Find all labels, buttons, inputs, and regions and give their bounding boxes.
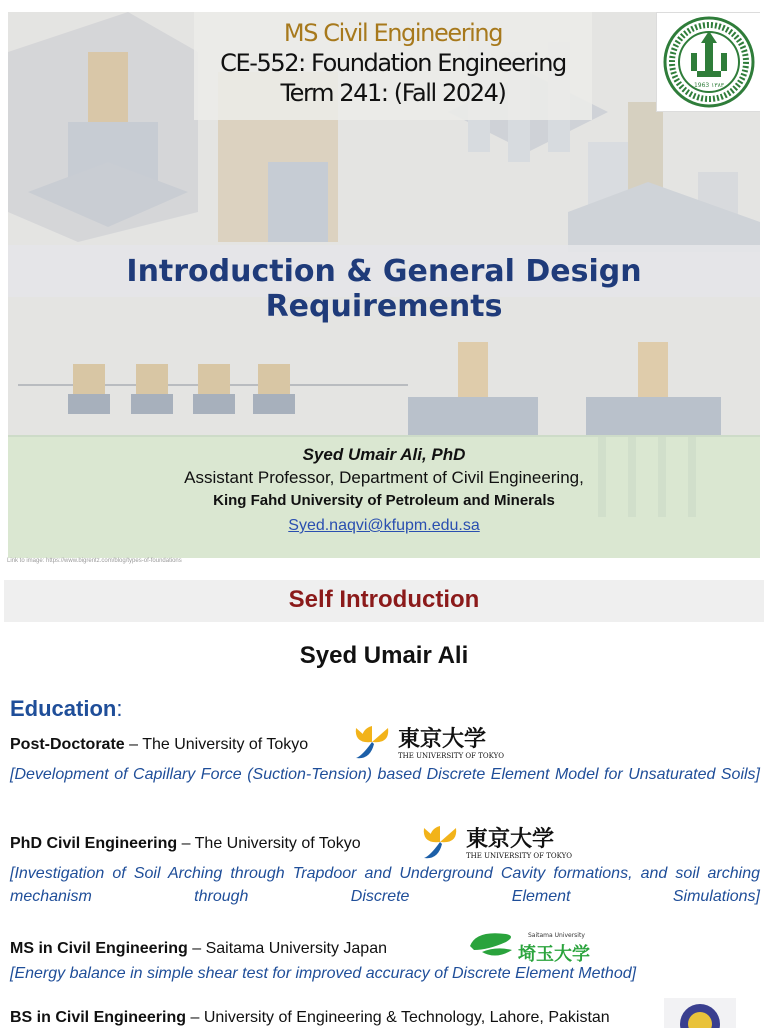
education-item-bs bbox=[10, 1009, 610, 1027]
ginkgo-leaf-icon bbox=[424, 826, 456, 858]
institution-label: – The University of Tokyo bbox=[177, 835, 361, 852]
education-description: [Investigation of Soil Arching through Trapdoor and Underground Cavity formations, and soil arching mechanism through Discrete Element Simulations] bbox=[10, 865, 760, 905]
utokyo-logo bbox=[420, 822, 572, 867]
education-item-postdoc bbox=[10, 736, 308, 754]
course-name: CE-552: Foundation Engineering bbox=[220, 49, 566, 77]
author-block bbox=[8, 435, 760, 558]
kfupm-seal-icon bbox=[657, 13, 760, 111]
svg-text:東京大学: 東京大学 bbox=[466, 826, 555, 852]
education-item-phd bbox=[10, 835, 361, 853]
education-item-ms bbox=[10, 940, 387, 958]
term-label: Term 241: (Fall 2024) bbox=[280, 79, 506, 107]
self-introduction-slide bbox=[0, 566, 768, 1024]
institution-label: – The University of Tokyo bbox=[124, 736, 309, 753]
institution-label: – University of Engineering & Technology, Lahore, Pakistan bbox=[186, 1009, 610, 1026]
utokyo-logo bbox=[352, 722, 504, 767]
uet-logo bbox=[664, 998, 736, 1033]
section-title: Self Introduction bbox=[288, 586, 480, 613]
svg-text:THE UNIVERSITY OF TOKYO: THE UNIVERSITY OF TOKYO bbox=[398, 752, 504, 760]
education-heading-colon: : bbox=[116, 696, 123, 721]
svg-text:Saitama University: Saitama University bbox=[528, 932, 585, 939]
logo-year: 1963 ١٣٨٣ bbox=[693, 82, 725, 89]
education-heading-label: Education bbox=[10, 696, 117, 721]
institution-label: – Saitama University Japan bbox=[187, 940, 387, 957]
degree-label: MS in Civil Engineering bbox=[10, 940, 188, 957]
svg-text:東京大学: 東京大学 bbox=[398, 726, 487, 752]
degree-label: PhD Civil Engineering bbox=[10, 835, 178, 852]
svg-text:THE UNIVERSITY OF TOKYO: THE UNIVERSITY OF TOKYO bbox=[466, 852, 572, 860]
kfupm-logo bbox=[656, 12, 760, 112]
saitama-swoosh-icon bbox=[470, 933, 511, 950]
degree-label: BS in Civil Engineering bbox=[10, 1009, 187, 1026]
image-credit: Link to image: https://www.bigrentz.com/blog/types-of-foundations bbox=[7, 558, 182, 564]
svg-text:埼玉大学: 埼玉大学 bbox=[518, 944, 590, 965]
author-email-link[interactable]: Syed.naqvi@kfupm.edu.sa bbox=[288, 517, 480, 534]
education-description: [Energy balance in simple shear test for improved accuracy of Discrete Element Method] bbox=[10, 965, 637, 982]
author-title: Assistant Professor, Department of Civil Engineering, bbox=[184, 468, 584, 487]
author-name: Syed Umair Ali, PhD bbox=[302, 445, 466, 464]
program-name: MS Civil Engineering bbox=[283, 19, 503, 47]
slide-headline: Introduction & General Design Requirements bbox=[126, 254, 642, 324]
course-title-box bbox=[194, 12, 592, 120]
degree-label: Post-Doctorate bbox=[10, 736, 125, 753]
headline-band bbox=[8, 245, 760, 324]
presenter-name: Syed Umair Ali bbox=[299, 642, 469, 669]
author-university: King Fahd University of Petroleum and Minerals bbox=[213, 492, 555, 509]
title-slide bbox=[8, 12, 760, 558]
education-description: [Development of Capillary Force (Suction-Tension) based Discrete Element Model for Unsaturated Soils] bbox=[10, 766, 760, 783]
education-heading bbox=[10, 696, 122, 722]
ginkgo-leaf-icon bbox=[356, 726, 388, 758]
